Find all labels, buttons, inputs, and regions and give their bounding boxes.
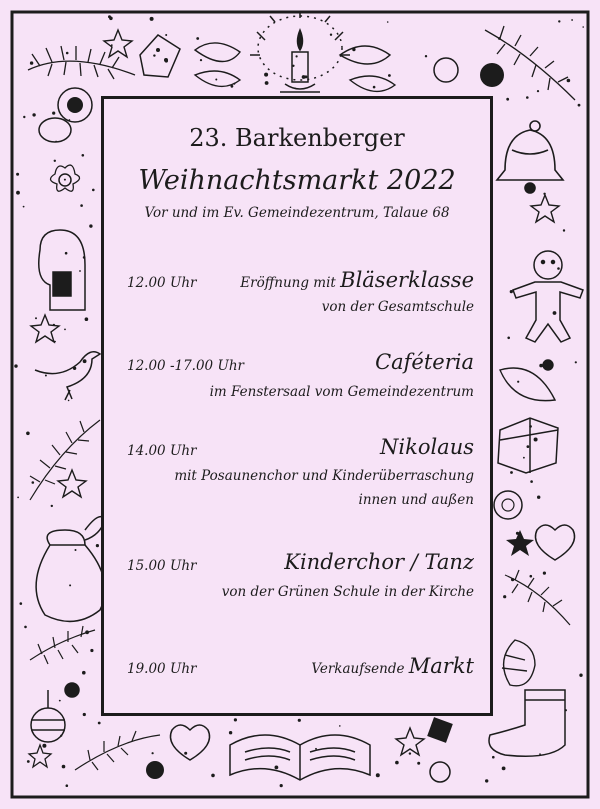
event-main: Kinderchor / Tanz	[284, 550, 474, 574]
event-title	[284, 550, 474, 574]
event-detail: mit Posaunenchor und Kinderüberraschung	[174, 468, 474, 484]
event-main: Nikolaus	[380, 435, 474, 459]
event-detail: innen und außen	[358, 492, 474, 508]
event-main: Bläserklasse	[340, 268, 474, 292]
event-title	[380, 435, 474, 459]
event-detail: von der Gesamtschule	[321, 299, 474, 315]
location-subtitle: Vor und im Ev. Gemeindezentrum, Talaue 68	[144, 205, 450, 221]
event-time: 15.00 Uhr	[127, 558, 197, 574]
event-detail: im Fenstersaal vom Gemeindezentrum	[209, 384, 474, 400]
event-main: Markt	[408, 654, 474, 678]
event-prefix: Verkaufsende	[311, 661, 409, 677]
event-time: 12.00 Uhr	[127, 275, 197, 291]
page-title-line1: 23. Barkenberger	[189, 124, 405, 152]
page-title-line2: Weihnachtsmarkt 2022	[138, 165, 456, 196]
event-prefix: Eröffnung mit	[240, 275, 341, 291]
event-title	[311, 654, 474, 678]
event-time: 14.00 Uhr	[127, 443, 197, 459]
event-title	[375, 350, 474, 374]
event-time: 19.00 Uhr	[127, 661, 197, 677]
event-title	[240, 268, 474, 292]
event-main: Caféteria	[375, 350, 474, 374]
event-time: 12.00 -17.00 Uhr	[127, 358, 244, 374]
event-detail: von der Grünen Schule in der Kirche	[221, 584, 474, 600]
